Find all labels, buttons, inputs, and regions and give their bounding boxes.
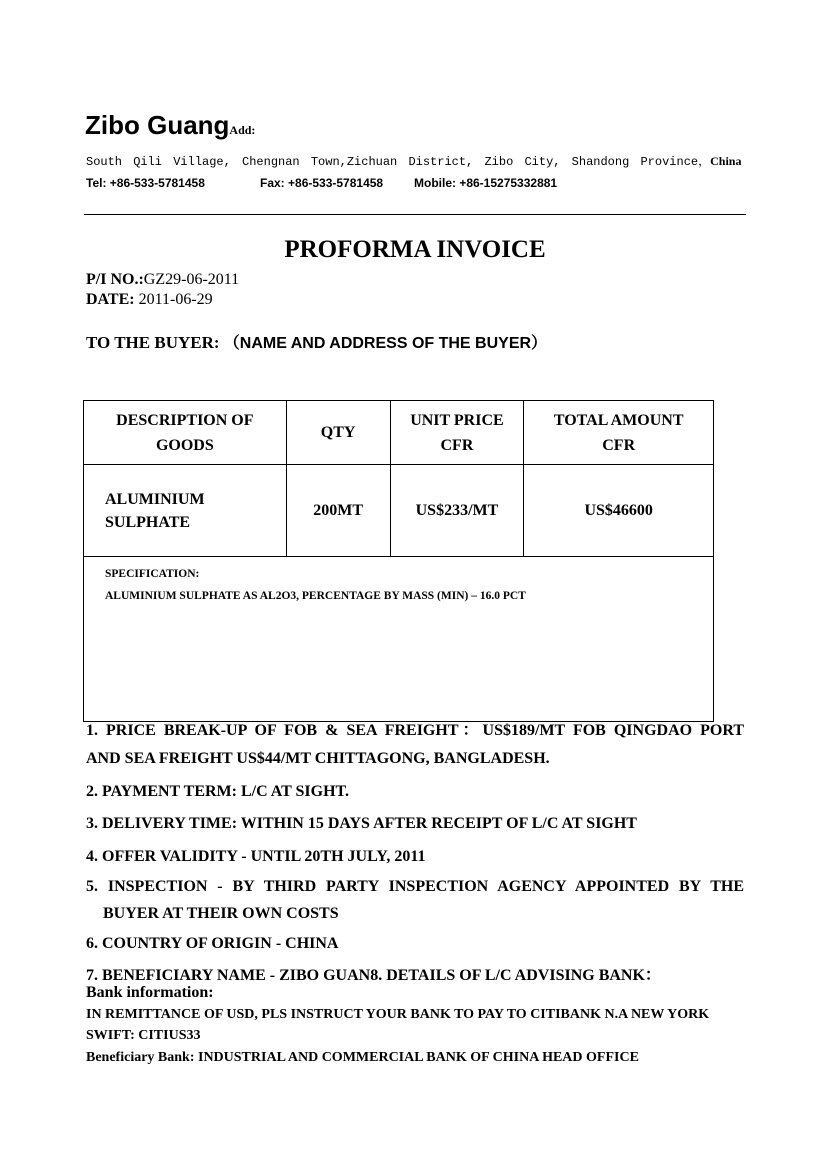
contact-line	[86, 176, 557, 190]
company-header	[85, 110, 255, 141]
cell-unit-price: US$233/MT	[390, 465, 524, 557]
term-1-line-1: 1. PRICE BREAK-UP OF FOB & SEA FREIGHT：US$189/MT FOB QINGDAO PORT	[86, 722, 744, 739]
term-7: 7. BENEFICIARY NAME - ZIBO GUAN8. DETAILS OF L/C ADVISING BANK：	[86, 967, 661, 984]
buyer-label: TO THE BUYER:	[86, 333, 224, 352]
header-unit-price: UNIT PRICE CFR	[390, 401, 524, 465]
address-country: China	[710, 154, 742, 168]
specification-text: ALUMINIUM SULPHATE AS AL2O3, PERCENTAGE BY MASS (MIN) – 16.0 PCT	[105, 590, 526, 602]
address-label: Add:	[229, 123, 256, 137]
term-4: 4. OFFER VALIDITY - UNTIL 20TH JULY, 2011	[86, 848, 426, 865]
mobile-number: Mobile: +86-15275332881	[414, 176, 558, 190]
tel-number: Tel: +86-533-5781458	[86, 176, 205, 190]
beneficiary-bank: Beneficiary Bank: INDUSTRIAL AND COMMERCIAL BANK OF CHINA HEAD OFFICE	[86, 1050, 639, 1065]
goods-table	[83, 400, 714, 722]
specification-label: SPECIFICATION:	[105, 568, 200, 580]
header-description: DESCRIPTION OF GOODS	[84, 401, 287, 465]
specification-row	[84, 557, 714, 722]
buyer-line	[86, 330, 547, 353]
term-1-line-2: AND SEA FREIGHT US$44/MT CHITTAGONG, BANGLADESH.	[86, 750, 550, 767]
header-divider	[84, 214, 746, 215]
bank-remittance: IN REMITTANCE OF USD, PLS INSTRUCT YOUR BANK TO PAY TO CITIBANK N.A NEW YORK	[86, 1007, 710, 1022]
header-total-amount: TOTAL AMOUNT CFR	[524, 401, 714, 465]
header-qty: QTY	[286, 401, 390, 465]
table-row	[84, 465, 714, 557]
cell-qty: 200MT	[286, 465, 390, 557]
address-text: South Qili Village, Chengnan Town,Zichuan District, Zibo City, Shandong Province，	[86, 155, 711, 169]
term-5-line-1: 5. INSPECTION - BY THIRD PARTY INSPECTION AGENCY APPOINTED BY THE	[86, 878, 744, 895]
pi-number-value: GZ29-06-2011	[143, 271, 240, 288]
company-address	[86, 152, 741, 169]
bank-info-label: Bank information:	[86, 984, 214, 1001]
pi-number	[86, 271, 239, 289]
invoice-date	[86, 291, 213, 309]
term-3: 3. DELIVERY TIME: WITHIN 15 DAYS AFTER RECEIPT OF L/C AT SIGHT	[86, 815, 637, 832]
term-5-line-2: BUYER AT THEIR OWN COSTS	[103, 905, 339, 922]
company-name: Zibo Guang	[85, 110, 230, 140]
bank-swift: SWIFT: CITIUS33	[86, 1028, 201, 1043]
table-header-row	[84, 401, 714, 465]
fax-number: Fax: +86-533-5781458	[260, 176, 384, 190]
document-title: PROFORMA INVOICE	[284, 236, 546, 263]
date-value: 2011-06-29	[134, 291, 213, 308]
specification-cell	[84, 557, 714, 722]
term-2: 2. PAYMENT TERM: L/C AT SIGHT.	[86, 783, 350, 800]
pi-number-label: P/I NO.:	[86, 271, 144, 288]
term-6: 6. COUNTRY OF ORIGIN - CHINA	[86, 935, 339, 952]
buyer-value: （NAME AND ADDRESS OF THE BUYER）	[223, 335, 548, 352]
cell-total: US$46600	[524, 465, 714, 557]
date-label: DATE:	[86, 291, 135, 308]
cell-description: ALUMINIUM SULPHATE	[84, 465, 287, 557]
